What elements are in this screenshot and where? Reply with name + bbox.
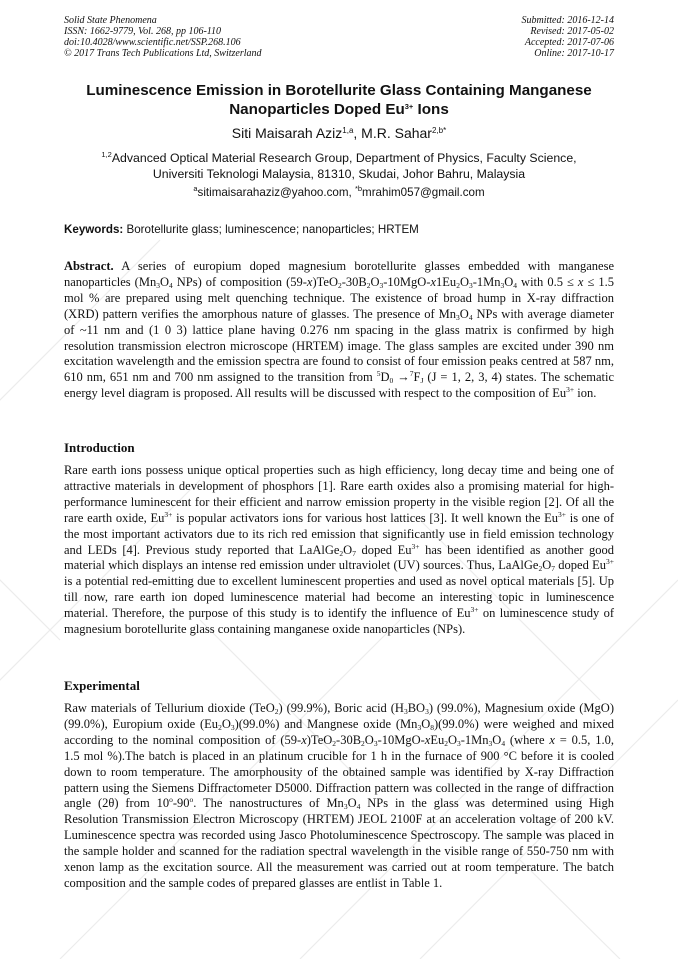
subscript: 2 [456, 280, 460, 290]
section-heading-experimental: Experimental [64, 678, 140, 693]
keywords-label: Keywords: [64, 223, 124, 236]
body-text: A series of europium doped magnesium borotellurite glasses embedded with manganese nanoparticles (Mn [64, 259, 614, 289]
subscript: 2 [339, 548, 344, 558]
body-text: O [347, 796, 357, 811]
email-b-sup: *b [354, 184, 363, 193]
body-text: -90 [172, 796, 190, 811]
body-text: O [447, 732, 458, 747]
online-date: Online: 2017-10-17 [534, 48, 614, 59]
body-text: )(99.0%) and Mangnese oxide (Mn [234, 716, 418, 731]
body-text: )TeO [306, 732, 333, 747]
body-text: -1Mn [472, 274, 501, 289]
author-1: Siti Maisarah Aziz [231, 125, 343, 141]
subscript: 3 [343, 802, 348, 812]
body-text: ion. [574, 386, 597, 401]
affil-sup: 1,2 [101, 150, 112, 159]
subscript: 2 [337, 280, 342, 290]
affiliation-line-2: Universiti Teknologi Malaysia, 81310, Skudai, Johor Bahru, Malaysia [152, 167, 526, 181]
body-text: . The nanostructures of Mn [193, 796, 344, 811]
body-text: O [492, 732, 502, 747]
author-1-affil: 1,a [342, 126, 354, 135]
author-sep: , [353, 125, 362, 141]
body-text: Raw materials of Tellurium dioxide (TeO [64, 701, 275, 715]
subscript: 3 [500, 280, 505, 290]
body-text: O [221, 716, 231, 731]
experimental-paragraph [64, 701, 614, 892]
subscript: 3 [425, 707, 429, 716]
subscript: 3 [230, 722, 235, 732]
email-line [40, 185, 638, 201]
body-text: O [370, 274, 380, 289]
author-2: M.R. Sahar [361, 125, 432, 141]
body-text: NPs in the glass was determined using High Resolution Transmission Electron Microscopy (HRTEM) JEOL 2100F at an acceleration voltage of 200 kV. Luminescence spectra was recorded using Jasco Photoluminescence Spectroscopy. The sample was placed in the sample holder and scanned for the radiation spectral wavelength in the visible range of 550-750 nm with xenon lamp as the excitation source. All the measurement was carried out at room temperature. The batch composition and the sample codes of prepared glasses are entlist in Table 1. [64, 796, 615, 890]
subscript: 3 [379, 280, 384, 290]
body-text: D [380, 370, 390, 385]
body-text: -10MgO- [377, 732, 425, 747]
italic-text: x [430, 274, 437, 289]
body-text: O [159, 274, 169, 289]
email-b[interactable]: mrahim057@gmail.com [362, 186, 485, 199]
journal-header [64, 15, 262, 59]
introduction-paragraph [64, 463, 614, 638]
dates-header [522, 15, 615, 59]
email-a-sup: a [193, 184, 198, 193]
body-text: Eu [430, 732, 445, 747]
doi-line: doi:10.4028/www.scientific.net/SSP.268.106 [64, 37, 241, 48]
affiliation [40, 150, 638, 182]
revised-date: Revised: 2017-05-02 [530, 26, 614, 37]
abstract [64, 259, 614, 402]
body-text: doped Eu [355, 542, 412, 557]
body-text: → [393, 370, 410, 385]
subscript: 2 [366, 280, 371, 290]
body-text: = 0.5, 1.0, 1.5 mol %).The batch is placed in an platinum crucible for 1 h in the furnace of 900 °C before it is cooled down to room temperature. The amorphousity of the obtained sample was identified by X-ray Diffraction pattern using the Siemens Diffractometer D5000. Diffraction pattern was collected in the range of diffraction angle (2θ) from 10 [64, 732, 614, 811]
superscript: 3+ [606, 557, 614, 567]
body-text: F [413, 370, 421, 385]
paper-title [40, 81, 638, 119]
subscript: 3 [488, 738, 493, 748]
superscript: 3+ [558, 509, 567, 519]
body-text: )(99.0%) were weighed and mixed according to the nominal composition of (59- [64, 716, 615, 747]
body-text: 1Eu [436, 274, 457, 289]
body-text: (where [505, 732, 550, 747]
body-text: O [343, 542, 353, 557]
body-text: has been identified as another good material which displays an intense red emission under ultraviolet (UV) sources. Thus, LaAlGe [64, 542, 614, 573]
superscript: 7 [409, 369, 414, 379]
subscript: 2 [361, 738, 365, 748]
body-text: ≤ 1.5 mol % are prepared using melt quenching technique. The existence of broad hump in X-ray diffraction (XRD) pattern verifies the amorphous nature of glasses. The presence of Mn [64, 274, 614, 321]
subscript: 2 [218, 722, 222, 732]
accepted-date: Accepted: 2017-07-06 [524, 37, 614, 48]
body-text: ) (99.0%), Magnesium oxide (MgO) (99.0%), Europium oxide (Eu [64, 701, 614, 731]
body-text: BO [407, 701, 426, 715]
body-text: (J = 1, 2, 3, 4) states. The schematic energy level diagram is proposed. All results will be discussed with respect to the composition of Eu [64, 370, 615, 401]
body-text: -10MgO- [383, 274, 431, 289]
author-list [40, 124, 638, 142]
subscript: J [420, 376, 424, 386]
body-text: NPs) of composition (59- [172, 274, 307, 289]
subscript: 4 [468, 312, 473, 322]
abstract-label: Abstract. [64, 259, 114, 273]
body-text: -30B [336, 732, 362, 747]
body-text: ) (99.9%), Boric acid (H [278, 701, 404, 715]
issn-line: ISSN: 1662-9779, Vol. 268, pp 106-110 [64, 26, 222, 37]
body-text: is popular activators ions for various host lattices [3]. It well known the Eu [172, 510, 559, 525]
subscript: 3 [156, 280, 160, 290]
body-text: O [364, 732, 374, 747]
keywords [64, 222, 624, 238]
subscript: 4 [168, 280, 173, 290]
superscript: o [169, 795, 173, 805]
superscript: 3+ [470, 605, 479, 615]
subscript: 7 [551, 564, 555, 574]
affiliation-line-1 [40, 150, 638, 166]
superscript: o [189, 795, 194, 805]
body-text: O [542, 558, 552, 573]
subscript: 3 [373, 738, 378, 748]
subscript: 3 [457, 738, 461, 748]
email-a[interactable]: sitimaisarahaziz@yahoo.com [197, 186, 349, 199]
section-heading-introduction: Introduction [64, 440, 135, 455]
title-line-2 [40, 100, 638, 119]
email-sep: , [348, 186, 355, 199]
subscript: 4 [356, 802, 361, 812]
body-text: NPs with average diameter of ~11 nm and (1 0 3) lattice plane having 0.276 nm spacing in the glass matrix is confirmed by high resolution transmission electron microscope (HRTEM) image. The glass samples are excited under 390 nm excitation wavelength and the emission spectra are found to consist of four emission peaks centred at 587 nm, 610 nm, 651 nm and 700 nm assigned to the transition from [64, 306, 614, 385]
subscript: 3 [456, 312, 460, 322]
body-text: -1Mn [460, 732, 489, 747]
body-text: O [459, 306, 469, 321]
subscript: 2 [538, 564, 543, 574]
body-text: O [504, 274, 514, 289]
subscript: 2 [274, 707, 279, 716]
title-sup: 3+ [404, 102, 414, 111]
superscript: 3+ [164, 509, 173, 519]
subscript: 7 [352, 548, 356, 558]
subscript: 8 [430, 722, 434, 732]
subscript: 0 [389, 376, 394, 386]
italic-text: x [549, 732, 555, 747]
italic-text: x [424, 732, 431, 747]
subscript: 2 [444, 738, 448, 748]
superscript: 5 [376, 369, 381, 379]
title-line-1: Luminescence Emission in Borotellurite Glass Containing Manganese [86, 82, 592, 99]
subscript: 3 [403, 707, 408, 716]
body-text: with 0.5 ≤ [517, 274, 578, 289]
journal-name: Solid State Phenomena [64, 15, 157, 26]
keywords-text: Borotellurite glass; luminescence; nanoparticles; HRTEM [123, 223, 419, 236]
italic-text: x [577, 274, 584, 289]
body-text: O [459, 274, 469, 289]
body-text: doped Eu [555, 558, 607, 573]
copyright-line: © 2017 Trans Tech Publications Ltd, Switzerland [64, 48, 262, 59]
title-text-end: Ions [413, 101, 449, 118]
subscript: 4 [501, 738, 506, 748]
author-2-affil: 2,b* [431, 126, 447, 135]
subscript: 2 [332, 738, 337, 748]
body-text: is a potential red-emitting due to excellent luminescent properties and used as novel optical materials [5]. Up till now, rare earth ion doped luminescence material had become an interesting topic in luminescence material. Therefore, the purpose of this study is to identify the influence of Eu [64, 574, 614, 621]
superscript: 3+ [411, 541, 420, 551]
body-text: )TeO [312, 274, 338, 289]
italic-text: x [301, 732, 307, 747]
body-text: Rare earth ions possess unique optical properties such as high efficiency, long decay time and being one of attractive materials in development of phosphors [1]. Rare earth oxides also a promising material for high-performance luminescent for their efficient and narrow emission property in the visible region [2]. Of all the rare earth oxide, Eu [64, 463, 614, 525]
subscript: 3 [468, 280, 473, 290]
body-text: is one of the most important activators due to its rich red emission that significantly use in field emission technology and LEDs [4]. Previous study reported that LaAlGe [64, 510, 614, 557]
affil-text-1: Advanced Optical Material Research Group, Department of Physics, Faculty Science, [111, 151, 577, 165]
superscript: 3+ [566, 385, 575, 395]
body-text: O [421, 716, 431, 731]
submitted-date: Submitted: 2016-12-14 [521, 15, 614, 26]
title-text: Nanoparticles Doped Eu [229, 101, 405, 118]
body-text: -30B [341, 274, 367, 289]
italic-text: x [306, 274, 313, 289]
subscript: 3 [417, 722, 422, 732]
body-text: on luminescence study of magnesium borotellurite glass containing manganese oxide nanoparticles (NPs). [64, 606, 614, 637]
subscript: 4 [513, 280, 518, 290]
